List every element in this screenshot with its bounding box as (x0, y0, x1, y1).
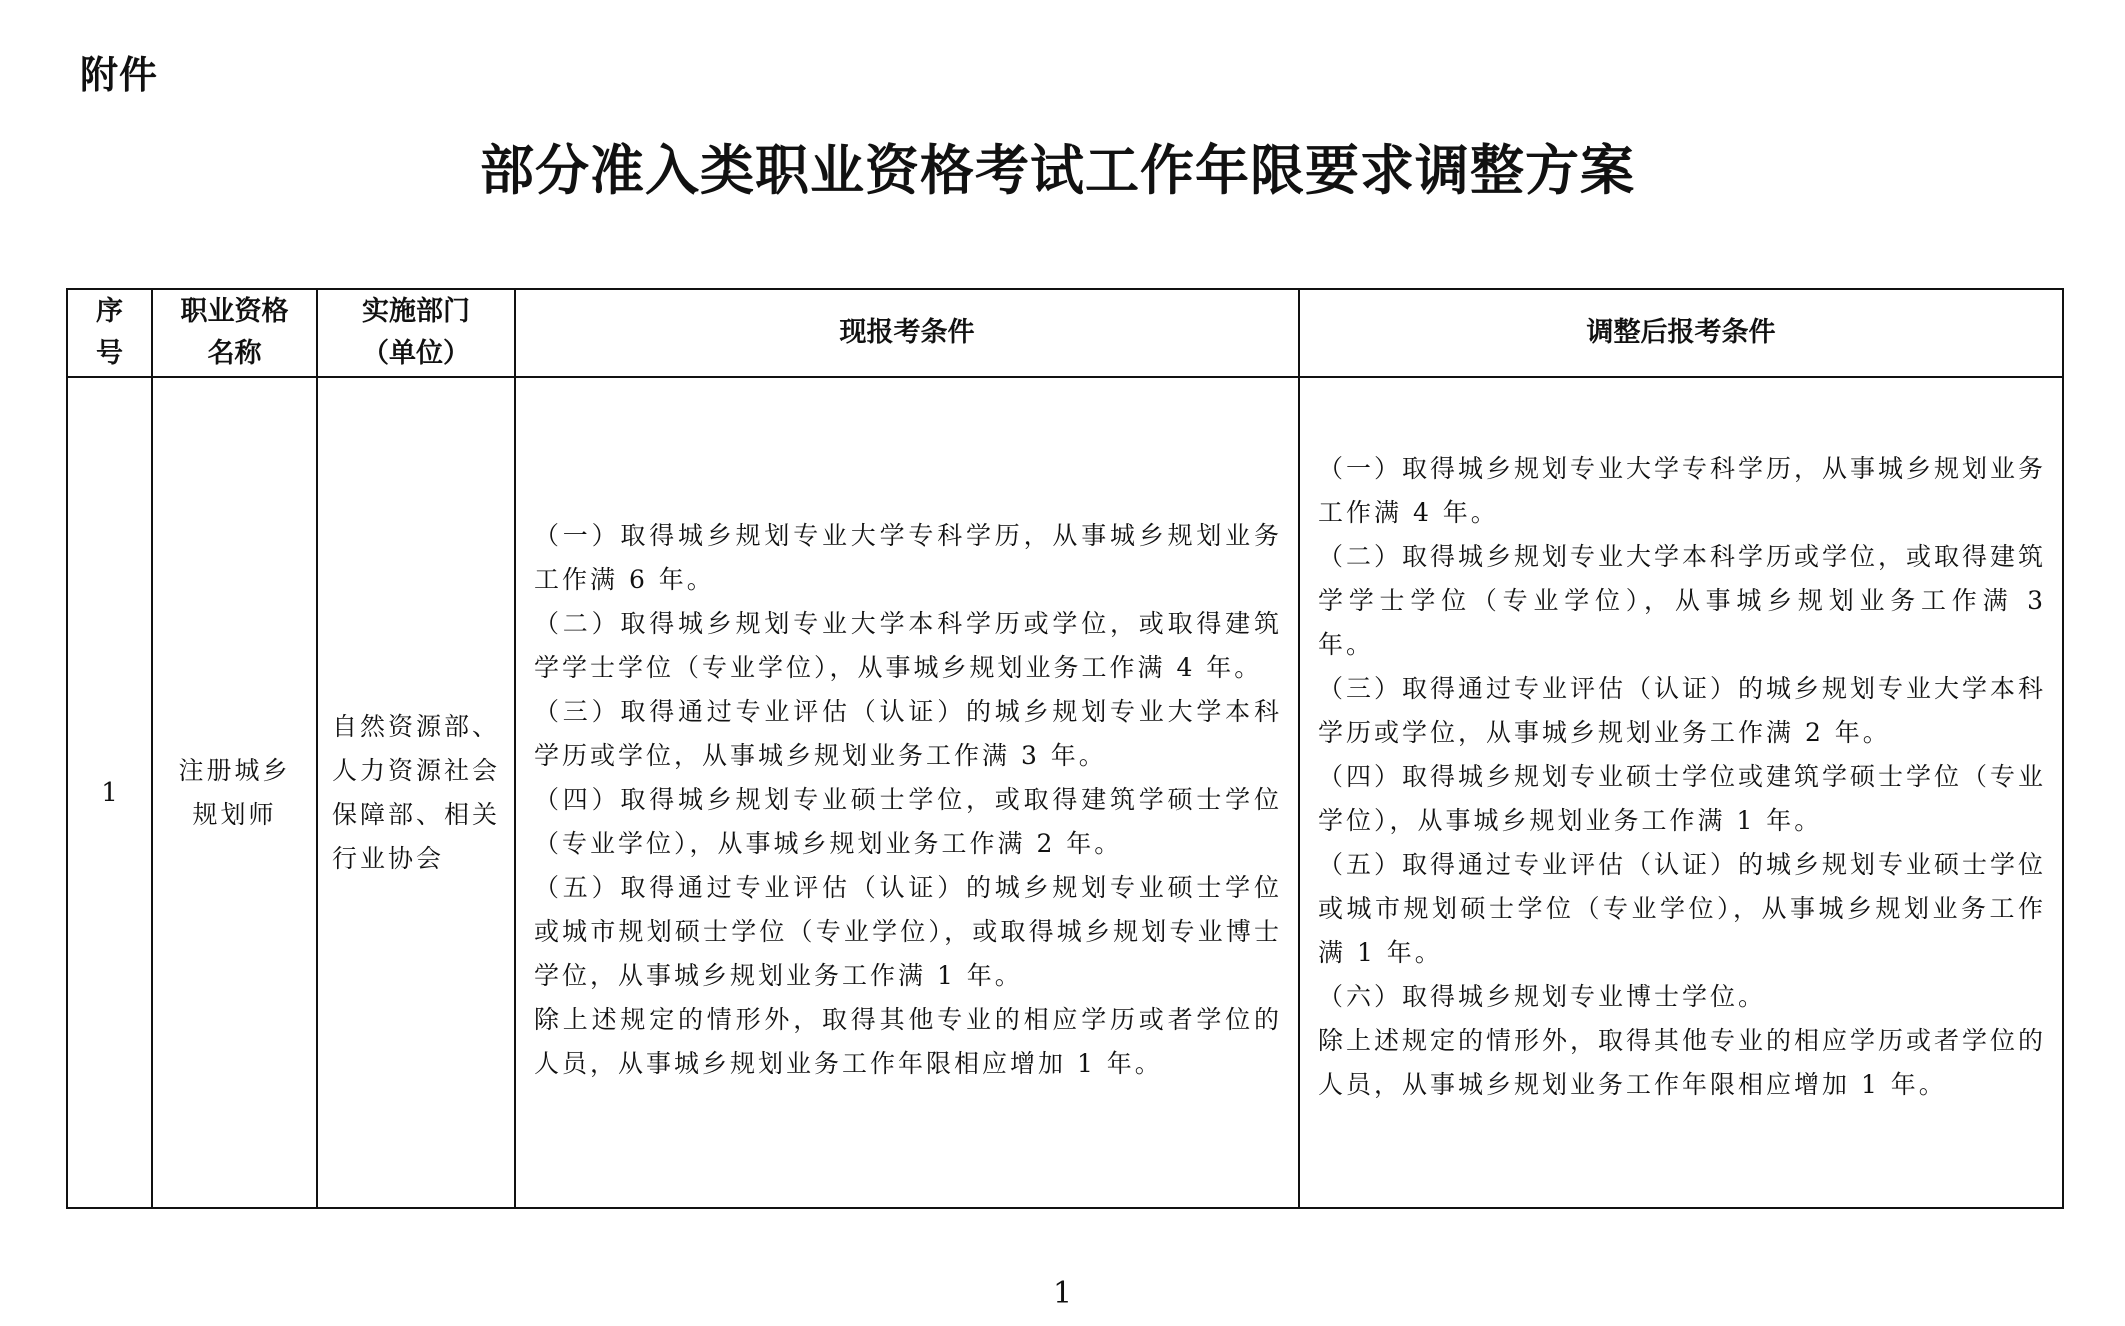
table-row (67, 377, 2063, 1208)
header-dept-line1: 实施部门 (362, 296, 470, 327)
adjusted-condition-item: （六）取得城乡规划专业博士学位。 (1318, 981, 1767, 1011)
adjusted-condition-note: 除上述规定的情形外，取得其他专业的相应学历或者学位的人员，从事城乡规划业务工作年限相应增加 1 年。 (1318, 1025, 2047, 1099)
header-current-conditions: 现报考条件 (515, 289, 1299, 377)
adjusted-condition-item: （五）取得通过专业评估（认证）的城乡规划专业硕士学位或城市规划硕士学位（专业学位），从事城乡规划业务工作满 1 年。 (1318, 849, 2047, 967)
current-condition-item: （五）取得通过专业评估（认证）的城乡规划专业硕士学位或城市规划硕士学位（专业学位），或取得城乡规划专业博士学位，从事城乡规划业务工作满 1 年。 (534, 872, 1282, 990)
qualification-name-line2: 规划师 (192, 799, 277, 829)
attachment-label: 附件 (80, 53, 159, 97)
header-dept (317, 289, 515, 377)
table-header-row (67, 289, 2063, 377)
document-title-text: 部分准入类职业资格考试工作年限要求调整方案 (480, 139, 1635, 202)
adjusted-condition-item: （二）取得城乡规划专业大学本科学历或学位，或取得建筑学学士学位（专业学位），从事城乡规划业务工作满 3 年。 (1318, 541, 2047, 659)
cell-adjusted-conditions (1299, 377, 2063, 1208)
current-condition-item: （二）取得城乡规划专业大学本科学历或学位，或取得建筑学学士学位（专业学位），从事城乡规划业务工作满 4 年。 (534, 608, 1282, 682)
header-seq (67, 289, 152, 377)
cell-seq: 1 (67, 377, 152, 1208)
cell-current-conditions (515, 377, 1299, 1208)
page-number: 1 (1052, 1276, 1073, 1311)
header-name-line1: 职业资格 (180, 296, 289, 327)
header-name-line2: 名称 (207, 338, 262, 369)
header-seq-line2: 号 (96, 338, 123, 369)
adjusted-condition-item: （一）取得城乡规划专业大学专科学历，从事城乡规划业务工作满 4 年。 (1318, 453, 2047, 527)
adjusted-condition-item: （三）取得通过专业评估（认证）的城乡规划专业大学本科学历或学位，从事城乡规划业务工作满 2 年。 (1318, 673, 2047, 747)
header-seq-line1: 序 (96, 296, 123, 327)
current-condition-item: （一）取得城乡规划专业大学专科学历，从事城乡规划业务工作满 6 年。 (534, 520, 1282, 594)
current-condition-item: （三）取得通过专业评估（认证）的城乡规划专业大学本科学历或学位，从事城乡规划业务工作满 3 年。 (534, 696, 1282, 770)
requirements-table (66, 288, 2064, 1209)
document-title (0, 128, 2125, 205)
header-name (152, 289, 317, 377)
qualification-name-line1: 注册城乡 (178, 755, 291, 785)
cell-department: 自然资源部、人力资源社会保障部、相关行业协会 (317, 377, 515, 1208)
current-condition-note: 除上述规定的情形外，取得其他专业的相应学历或者学位的人员，从事城乡规划业务工作年限相应增加 1 年。 (534, 1004, 1282, 1078)
adjusted-condition-item: （四）取得城乡规划专业硕士学位或建筑学硕士学位（专业学位），从事城乡规划业务工作满 1 年。 (1318, 761, 2047, 835)
current-condition-item: （四）取得城乡规划专业硕士学位，或取得建筑学硕士学位（专业学位），从事城乡规划业务工作满 2 年。 (534, 784, 1282, 858)
header-dept-line2: （单位） (362, 338, 470, 369)
cell-qualification-name (152, 377, 317, 1208)
header-adjusted-conditions: 调整后报考条件 (1299, 289, 2063, 377)
